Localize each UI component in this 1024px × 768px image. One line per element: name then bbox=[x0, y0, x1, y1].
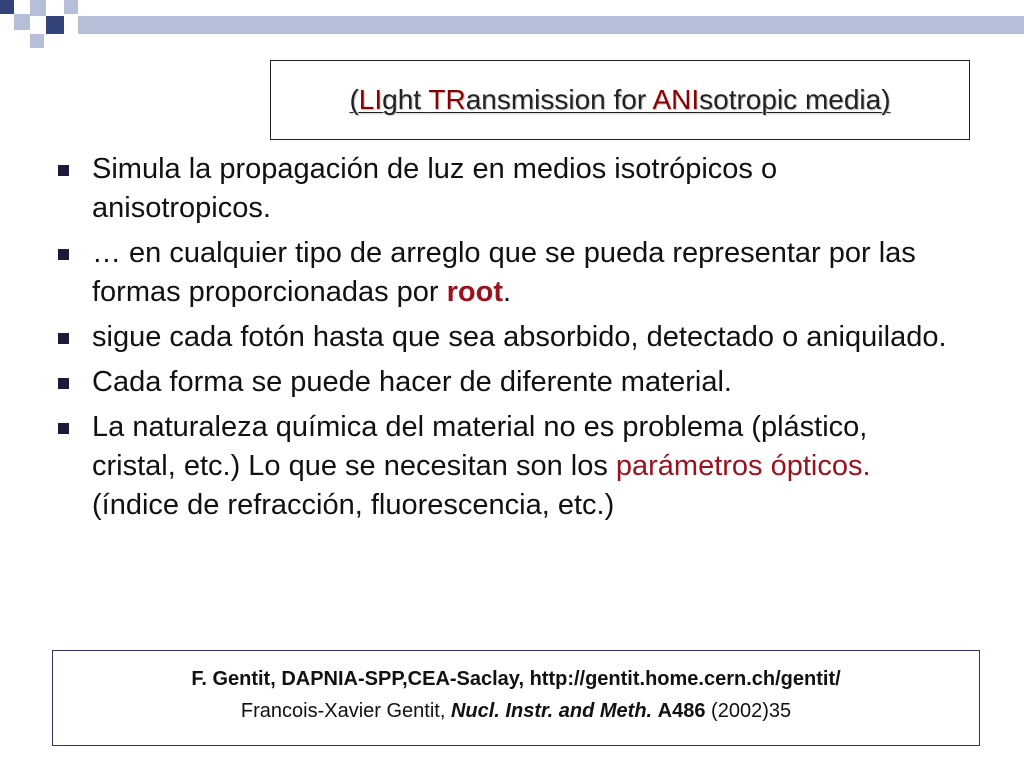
deco-square bbox=[64, 0, 78, 14]
bullet-item bbox=[58, 408, 958, 525]
square-bullet-icon bbox=[58, 165, 69, 176]
reference-author: Francois-Xavier Gentit, bbox=[240, 700, 451, 722]
title-highlight: TR bbox=[428, 84, 466, 115]
bullet-item bbox=[58, 363, 958, 402]
bullet-text: (índice de refracción, fluorescencia, etc.) bbox=[92, 489, 615, 521]
square-bullet-icon bbox=[58, 333, 69, 344]
bullet-text: Cada forma se puede hacer de diferente material. bbox=[92, 366, 732, 398]
bullet-item bbox=[58, 150, 958, 228]
bullet-text: La naturaleza química del material no es problema (plástico, cristal, etc.) Lo que se necesitan son los bbox=[92, 411, 868, 482]
square-bullet-icon bbox=[58, 249, 69, 260]
reference-line-2 bbox=[53, 695, 979, 727]
bullet-emphasis: root bbox=[446, 276, 504, 308]
title-box bbox=[270, 60, 970, 140]
reference-line-1 bbox=[53, 663, 979, 695]
deco-square bbox=[30, 0, 46, 16]
deco-square bbox=[30, 34, 44, 48]
deco-square bbox=[14, 14, 30, 30]
title-highlight: LI bbox=[358, 84, 383, 115]
bullet-text: Simula la propagación de luz en medios isotrópicos o anisotropicos. bbox=[92, 153, 778, 224]
bullet-text: sigue cada fotón hasta que sea absorbido, detectado o aniquilado. bbox=[92, 321, 947, 353]
deco-square bbox=[46, 16, 64, 34]
square-bullet-icon bbox=[58, 423, 69, 434]
reference-author: F. Gentit, DAPNIA-SPP,CEA-Saclay, bbox=[191, 668, 530, 690]
title-highlight: ANI bbox=[652, 84, 700, 115]
reference-volume: A486 bbox=[657, 700, 706, 722]
title-text-part: ansmission for bbox=[465, 84, 653, 115]
bullet-text: … en cualquier tipo de arreglo que se pueda representar por las formas proporcionadas por bbox=[92, 237, 916, 308]
reference-url-link[interactable]: http://gentit.home.cern.ch/gentit/ bbox=[529, 668, 841, 690]
reference-box bbox=[52, 650, 980, 746]
reference-journal: Nucl. Instr. and Meth. bbox=[450, 700, 653, 722]
reference-year-page: (2002)35 bbox=[705, 700, 792, 722]
bullet-emphasis: parámetros ópticos. bbox=[615, 450, 871, 482]
bullet-text: . bbox=[503, 276, 512, 308]
bullet-item bbox=[58, 318, 958, 357]
square-bullet-icon bbox=[58, 378, 69, 389]
deco-bar bbox=[78, 16, 1024, 34]
title-paren: ( bbox=[349, 84, 359, 115]
title-text-part: sotropic media) bbox=[699, 84, 891, 115]
bullet-list bbox=[58, 150, 958, 531]
deco-square bbox=[0, 0, 14, 14]
bullet-item bbox=[58, 234, 958, 312]
title-text-part: ght bbox=[382, 84, 429, 115]
slide-title bbox=[349, 84, 890, 116]
slide-decoration bbox=[0, 0, 1024, 60]
